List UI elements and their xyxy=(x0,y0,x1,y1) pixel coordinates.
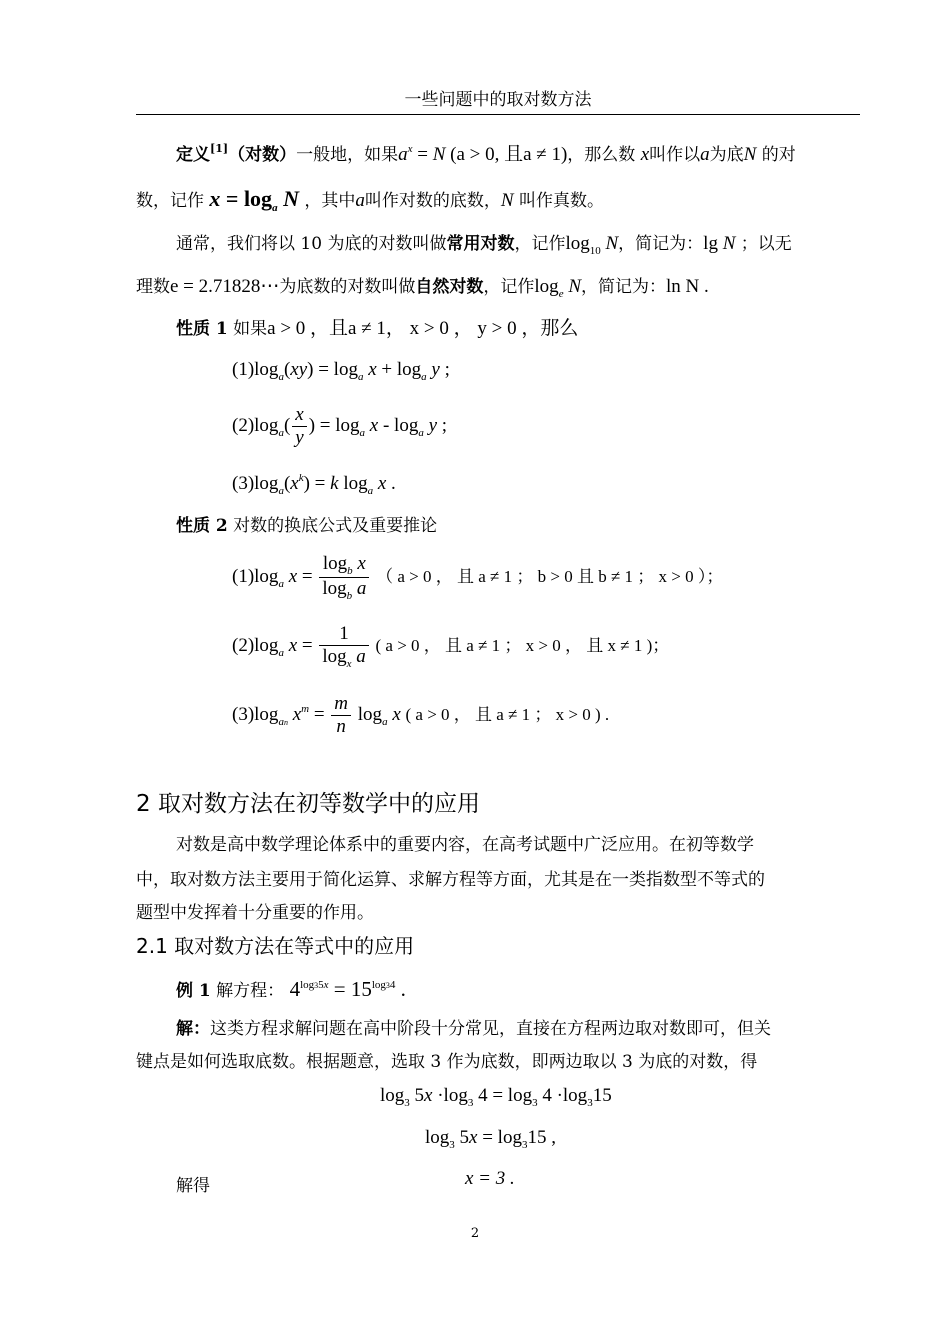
section-2-para-line-3: 题型中发挥着十分重要的作用。 xyxy=(136,903,374,923)
definition-label: 定义 xyxy=(176,145,210,165)
property-2-item-2: $(2)\log_a$ x = $\frac{1}{\log_x a}$ ( a > 0 ， 且 a ≠ 1 ； x > 0 ， 且 x ≠ 1 )； xyxy=(232,623,670,670)
common-log-line-1: 通常，我们将以 10 为底的对数叫做常用对数，记作$\log_{10} N$，简记为：lg N ；以无 xyxy=(176,233,792,257)
solution-eq-1: $\log_3 5x \cdot\log_3$ $4 = \log_3 4 \cdot\log_315$ xyxy=(380,1085,612,1109)
solution-result: x = 3 . xyxy=(465,1168,515,1189)
page-number: 2 xyxy=(470,1226,480,1241)
property-2-item-3: $(3)\log_{an}$ $x^m$ = $\frac{m}{n}$ $\log_a x$ ( a > 0 ， 且 a ≠ 1 ； x > 0 ) . xyxy=(232,693,610,737)
solution-line-2: 键点是如何选取底数。根据题意，选取 3 作为底数，即两边取以 3 为底的对数，得 xyxy=(136,1052,758,1072)
running-header: 一些问题中的取对数方法 xyxy=(404,90,592,110)
solution-eq-2: $\log_3 5x = \log_315$ , xyxy=(425,1127,556,1151)
property-1-item-2: $(2)\log_a$( $\frac{x}{y}$ ) = $\log_a x - \log_a y$ ; xyxy=(232,404,448,448)
property-1-item-3: $(3)\log_a(x^k) = k$ $\log_a x$ . xyxy=(232,472,396,497)
property-1-heading: 性质 1 如果a > 0 ，且a ≠ 1， x > 0 ， y > 0 ，那么 xyxy=(176,318,579,339)
definition-term: （对数） xyxy=(228,145,297,165)
formula-log-def: $x = \log_a N$ xyxy=(209,186,299,214)
section-2-para-line-1: 对数是高中数学理论体系中的重要内容，在高考试题中广泛应用。在初等数学 xyxy=(176,835,754,855)
header-rule xyxy=(136,114,860,115)
example-1: 例 1 解方程： $4^{log35x} = 15^{log34}$ . xyxy=(176,977,406,1001)
section-2-title: 2 取对数方法在初等数学中的应用 xyxy=(136,791,480,817)
definition-line-2: 数，记作 $x = \log_a N$ ，其中a叫作对数的底数，N 叫作真数。 xyxy=(136,186,604,214)
solution-result-label: 解得 xyxy=(176,1176,210,1196)
formula-def: $a^x = N$ (a > 0, 且a ≠ 1) xyxy=(398,143,568,165)
property-2-item-1: $(1)\log_a$ x = $\frac{\log_b x}{\log_b a}$ （ a > 0 ， 且 a ≠ 1 ； b > 0 且 b ≠ 1 ； x > 0 ）； xyxy=(232,553,724,602)
property-2-heading: 性质 2 对数的换底公式及重要推论 xyxy=(176,516,438,536)
section-2-para-line-2: 中，取对数方法主要用于简化运算、求解方程等方面，尤其是在一类指数型不等式的 xyxy=(136,870,765,890)
example-1-equation: $4^{log35x} = 15^{log34}$ . xyxy=(289,977,406,1001)
property-1-item-1: $(1)\log_a(xy) = \log_a x + \log_a y$ ; xyxy=(232,359,450,383)
citation: [1] xyxy=(210,142,229,155)
section-2-1-title: 2.1 取对数方法在等式中的应用 xyxy=(136,934,415,958)
solution-line-1: 解：这类方程求解问题在高中阶段十分常见，直接在方程两边取对数即可，但关 xyxy=(176,1019,771,1039)
definition-line-1: 定义[1]（对数）一般地，如果$a^x = N$ (a > 0, 且a ≠ 1)，那么数 x叫作以a为底N 的对 xyxy=(176,142,796,165)
common-log-line-2: 理数e = 2.71828⋯为底数的对数叫做自然对数，记作$\log_e N$，简记为：ln N . xyxy=(136,276,709,300)
